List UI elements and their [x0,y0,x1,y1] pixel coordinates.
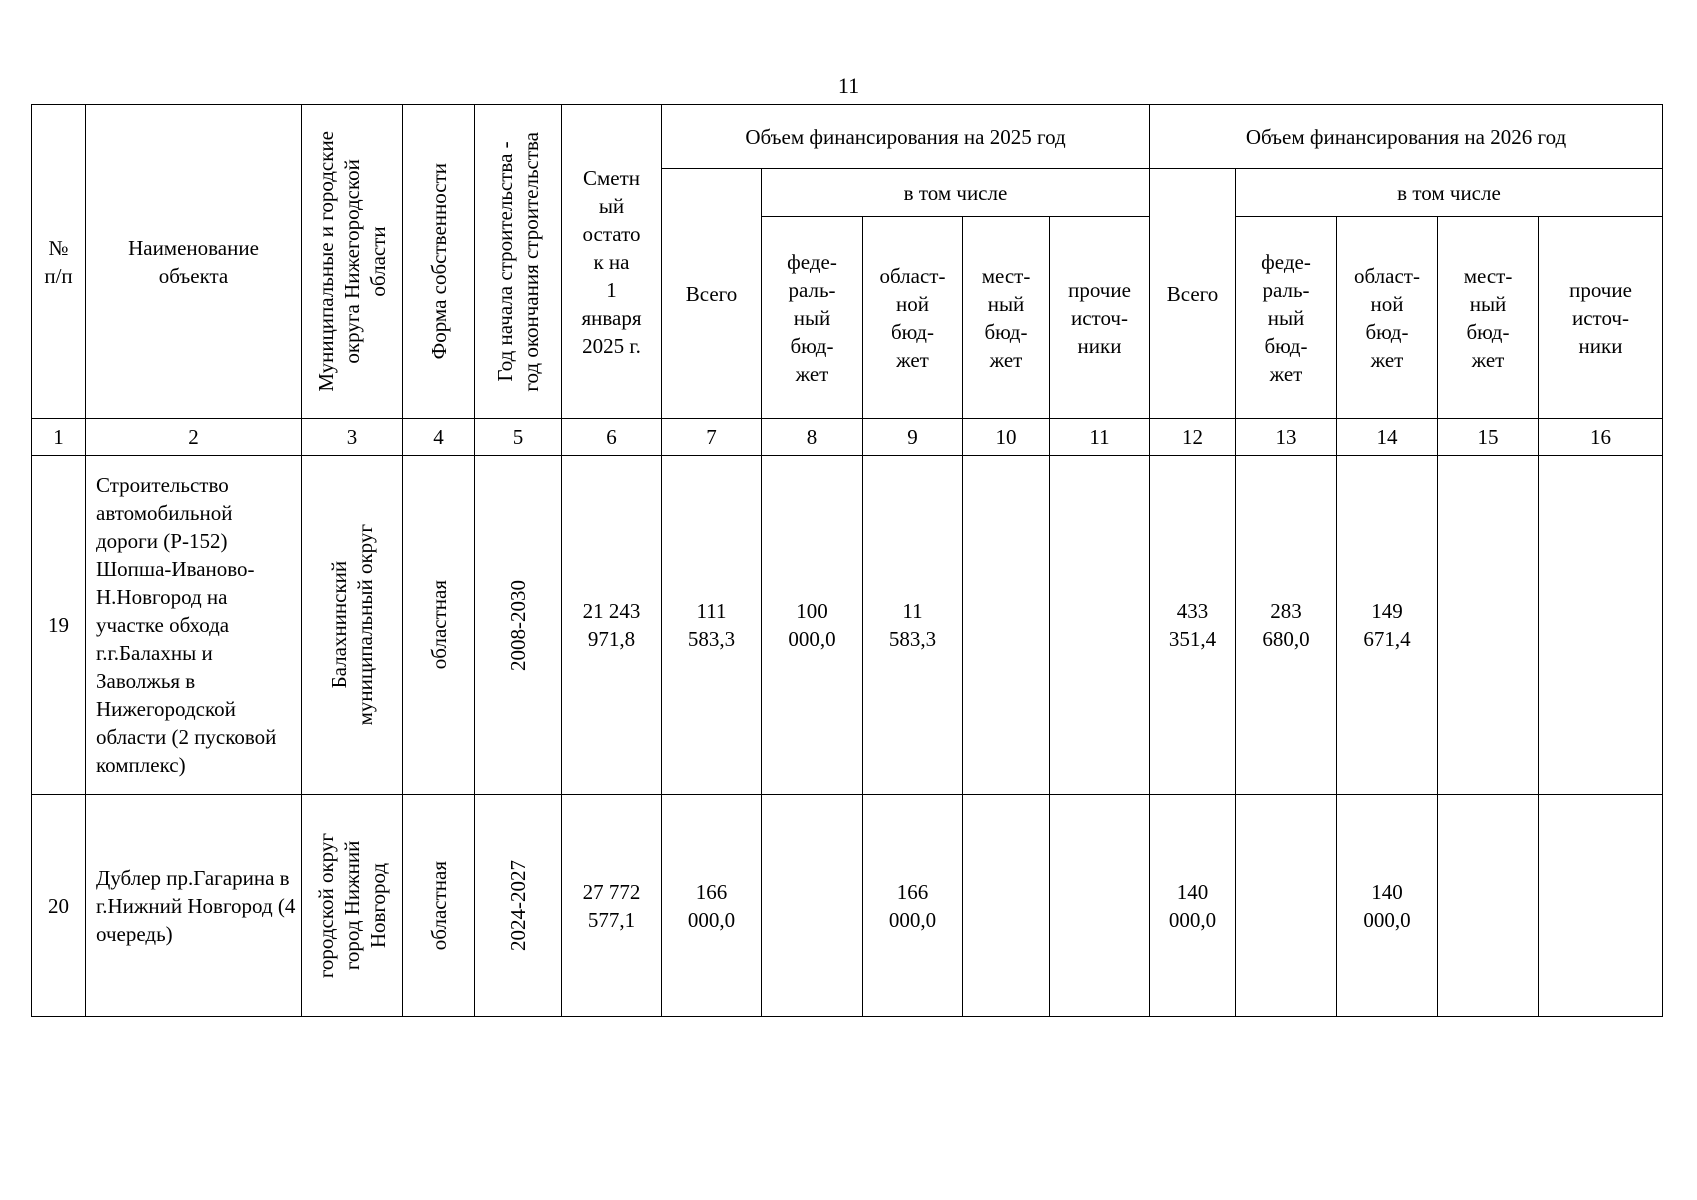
regional-2025: 166 000,0 [863,795,963,1017]
district-text: городской округ город Нижний Новгород [314,832,390,979]
header-object-name: Наименование объекта [86,105,302,419]
federal-2026: 283 680,0 [1236,456,1337,795]
financing-table [31,104,1663,1017]
column-number: 7 [662,419,762,456]
years-text: 2008-2030 [506,579,530,671]
header-other-2026: прочие источ- ники [1539,217,1663,419]
column-number: 4 [403,419,475,456]
header-num: № п/п [32,105,86,419]
header-ownership-text: Форма собственности [426,163,451,360]
federal-2025: 100 000,0 [762,456,863,795]
header-federal-2025: феде- раль- ный бюд- жет [762,217,863,419]
row-number: 20 [32,795,86,1017]
header-years-text: Год начала строительства - год окончания строительства [493,131,543,392]
column-number: 9 [863,419,963,456]
total-2025: 111 583,3 [662,456,762,795]
page-number: 11 [837,73,860,98]
federal-2026 [1236,795,1337,1017]
column-number-row [32,419,1663,456]
other-2025 [1050,456,1150,795]
header-local-2025: мест- ный бюд- жет [963,217,1050,419]
column-number: 11 [1050,419,1150,456]
years-cell [475,456,562,795]
table-row [32,456,1663,795]
header-regional-2025: област- ной бюд- жет [863,217,963,419]
total-2025: 166 000,0 [662,795,762,1017]
district-text: Балахнинский муниципальный округ [327,524,377,726]
column-number: 2 [86,419,302,456]
header-total-2026: Всего [1150,169,1236,419]
regional-2026: 149 671,4 [1337,456,1438,795]
header-group-2025: Объем финансирования на 2025 год [662,105,1150,169]
column-number: 8 [762,419,863,456]
years-text: 2024-2027 [506,860,530,951]
local-2025 [963,456,1050,795]
other-2025 [1050,795,1150,1017]
header-row-top [32,105,1663,169]
header-total-2025: Всего [662,169,762,419]
years-cell [475,795,562,1017]
estimate-remainder: 27 772 577,1 [562,795,662,1017]
header-estimate-remainder: Сметн ый остато к на 1 января 2025 г. [562,105,662,419]
row-number: 19 [32,456,86,795]
local-2026 [1438,795,1539,1017]
district-cell [302,456,403,795]
ownership-text: областная [426,860,451,951]
header-ownership [403,105,475,419]
column-number: 15 [1438,419,1539,456]
regional-2026: 140 000,0 [1337,795,1438,1017]
column-number: 12 [1150,419,1236,456]
object-name: Строительство автомобильной дороги (Р-152) Шопша-Иваново-Н.Новгород на участке обхода г.г.Балахны и Заволжья в Нижегородской области (2 пусковой комплекс) [86,456,302,795]
column-number: 16 [1539,419,1663,456]
header-including-2026: в том числе [1236,169,1663,217]
column-number: 5 [475,419,562,456]
local-2026 [1438,456,1539,795]
total-2026: 433 351,4 [1150,456,1236,795]
column-number: 6 [562,419,662,456]
column-number: 3 [302,419,403,456]
header-districts [302,105,403,419]
column-number: 1 [32,419,86,456]
header-years [475,105,562,419]
regional-2025: 11 583,3 [863,456,963,795]
header-group-2026: Объем финансирования на 2026 год [1150,105,1663,169]
ownership-text: областная [426,580,451,670]
ownership-cell [403,795,475,1017]
header-local-2026: мест- ный бюд- жет [1438,217,1539,419]
column-number: 13 [1236,419,1337,456]
header-federal-2026: феде- раль- ный бюд- жет [1236,217,1337,419]
district-cell [302,795,403,1017]
table-row [32,795,1663,1017]
header-including-2025: в том числе [762,169,1150,217]
other-2026 [1539,795,1663,1017]
local-2025 [963,795,1050,1017]
header-other-2025: прочие источ- ники [1050,217,1150,419]
total-2026: 140 000,0 [1150,795,1236,1017]
other-2026 [1539,456,1663,795]
federal-2025 [762,795,863,1017]
header-regional-2026: област- ной бюд- жет [1337,217,1438,419]
header-districts-text: Муниципальные и городские округа Нижегородской области [314,131,390,392]
column-number: 14 [1337,419,1438,456]
ownership-cell [403,456,475,795]
object-name: Дублер пр.Гагарина в г.Нижний Новгород (4 очередь) [86,795,302,1017]
column-number: 10 [963,419,1050,456]
estimate-remainder: 21 243 971,8 [562,456,662,795]
